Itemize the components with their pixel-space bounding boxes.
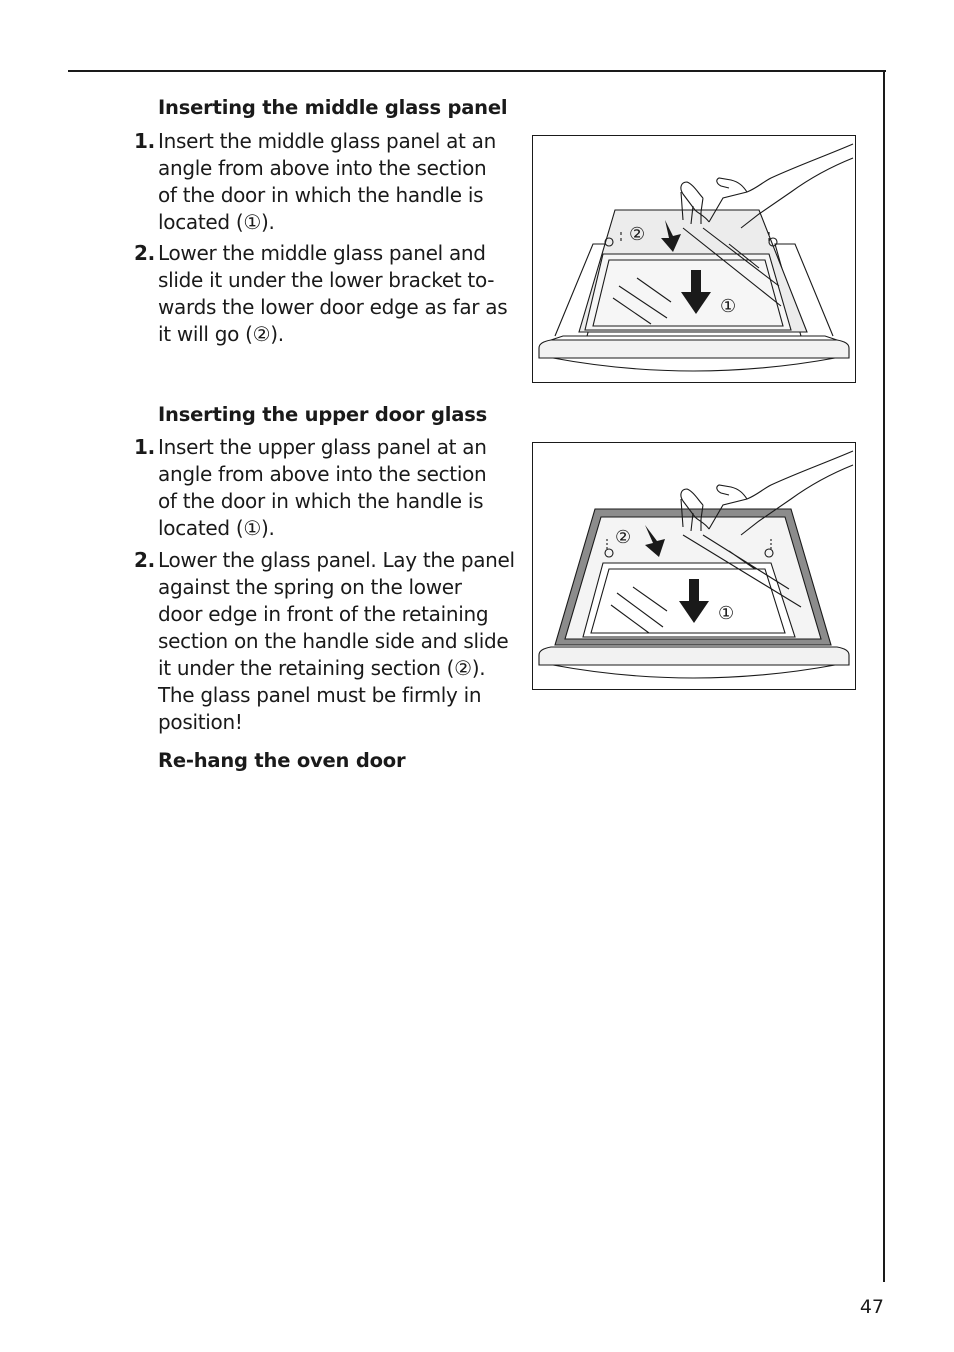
figure-middle-glass-panel xyxy=(532,135,856,383)
step-text-line: wards the lower door edge as far as xyxy=(158,295,508,319)
top-rule xyxy=(68,70,886,72)
step-text-line: it under the retaining section (②). xyxy=(158,656,486,680)
step-text-line: position! xyxy=(158,710,243,734)
step-text-line: it will go (②). xyxy=(158,322,284,346)
callout-2: ② xyxy=(615,527,632,548)
step-1-upper-glass xyxy=(134,434,514,542)
step-text-line: angle from above into the section xyxy=(158,462,487,486)
step-text-line: Insert the upper glass panel at an xyxy=(158,435,487,459)
step-number: 2. xyxy=(134,548,155,572)
step-text-line: section on the handle side and slide xyxy=(158,629,509,653)
step-text-line: slide it under the lower bracket to- xyxy=(158,268,495,292)
step-text-line: Lower the glass panel. Lay the panel xyxy=(158,548,515,572)
step-text-line: Insert the middle glass panel at an xyxy=(158,129,496,153)
step-number: 1. xyxy=(134,435,155,459)
section-heading-middle-glass: Inserting the middle glass panel xyxy=(158,96,508,119)
step-2-middle-glass xyxy=(134,240,514,348)
callout-1: ① xyxy=(718,603,735,624)
right-margin-rule xyxy=(883,70,885,1282)
step-text-line: Lower the middle glass panel and xyxy=(158,241,486,265)
step-text-line: against the spring on the lower xyxy=(158,575,462,599)
step-text-line: located (①). xyxy=(158,516,275,540)
section-heading-upper-glass: Inserting the upper door glass xyxy=(158,403,488,426)
step-text-line: angle from above into the section xyxy=(158,156,487,180)
callout-1: ① xyxy=(720,296,737,317)
step-2-upper-glass xyxy=(134,547,515,736)
figure-upper-door-glass xyxy=(532,442,856,690)
callout-2: ② xyxy=(629,224,646,245)
step-text-line: of the door in which the handle is xyxy=(158,183,484,207)
step-text-line: The glass panel must be firmly in xyxy=(158,683,482,707)
step-1-middle-glass xyxy=(134,128,514,236)
step-number: 2. xyxy=(134,241,155,265)
page-number: 47 xyxy=(859,1296,884,1318)
section-heading-rehang-door: Re-hang the oven door xyxy=(158,749,406,772)
step-number: 1. xyxy=(134,129,155,153)
step-text-line: of the door in which the handle is xyxy=(158,489,484,513)
step-text-line: door edge in front of the retaining xyxy=(158,602,489,626)
step-text-line: located (①). xyxy=(158,210,275,234)
